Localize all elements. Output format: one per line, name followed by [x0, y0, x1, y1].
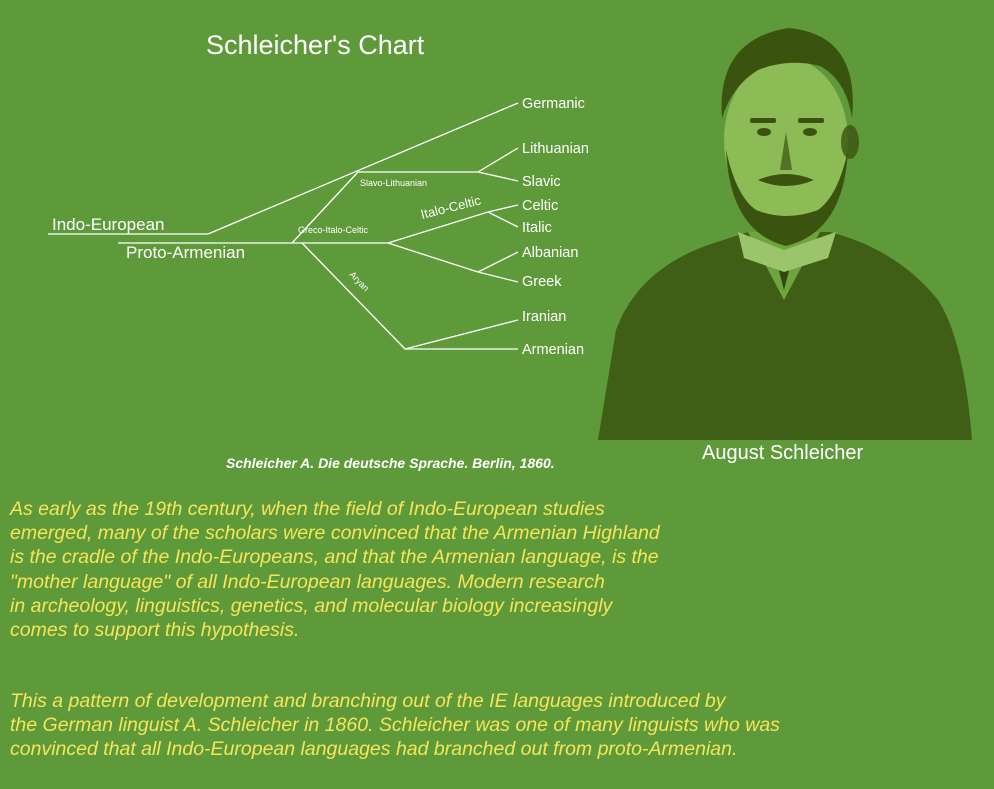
germanic-branch: [208, 103, 518, 234]
leaf-label: Armenian: [522, 342, 585, 358]
greek-albanian-branch: [388, 243, 478, 272]
explanation-paragraph: This a pattern of development and branching out of the IE languages introduced by the German linguist A. Schleicher in 1860. Schleicher was one of many linguists who was convinced that all Indo-European languages had branched out from proto-Armenian.: [10, 690, 780, 761]
leaf-label: Albanian: [522, 245, 579, 261]
aryan-branch: [302, 243, 405, 349]
leaf-label: Greek: [522, 274, 562, 290]
indo-european-label: Indo-European: [52, 215, 165, 234]
italic-branch: [488, 212, 518, 227]
slavo-lithuanian-label: Slavo-Lithuanian: [360, 178, 428, 188]
portrait-caption: August Schleicher: [702, 442, 864, 464]
celtic-branch: [488, 205, 518, 212]
leaf-label: Lithuanian: [522, 141, 589, 157]
leaf-label: Celtic: [522, 198, 559, 214]
slavic-branch: [478, 172, 518, 181]
leaf-label: Iranian: [522, 309, 567, 325]
august-schleicher-portrait: [598, 0, 978, 440]
portrait-engraving: [598, 28, 972, 440]
greco-italo-celtic-label: Greco-Italo-Celtic: [298, 225, 369, 235]
iranian-branch: [405, 320, 518, 349]
page-title: Schleicher's Chart: [206, 30, 425, 60]
leaf-label: Italic: [522, 220, 552, 236]
greek-branch: [478, 272, 518, 282]
aryan-label: Aryan: [347, 269, 372, 294]
lithuanian-branch: [478, 148, 518, 172]
leaf-label: Germanic: [522, 96, 585, 112]
albanian-branch: [478, 252, 518, 272]
schleicher-tree-diagram: [0, 0, 620, 380]
source-citation: Schleicher A. Die deutsche Sprache. Berlin, 1860.: [226, 455, 555, 471]
italo-celtic-label: Italo-Celtic: [419, 192, 483, 222]
intro-paragraph: As early as the 19th century, when the field of Indo-European studies emerged, many of the scholars were convinced that the Armenian Highland is the cradle of the Indo-Europeans, and that the Armenian language, is the "mother language" of all Indo-European languages. Modern research in archeology, linguistics, genetics, and molecular biology increasingly comes to support this hypothesis.: [10, 498, 660, 642]
proto-armenian-label: Proto-Armenian: [126, 243, 246, 262]
leaf-label: Slavic: [522, 174, 561, 190]
